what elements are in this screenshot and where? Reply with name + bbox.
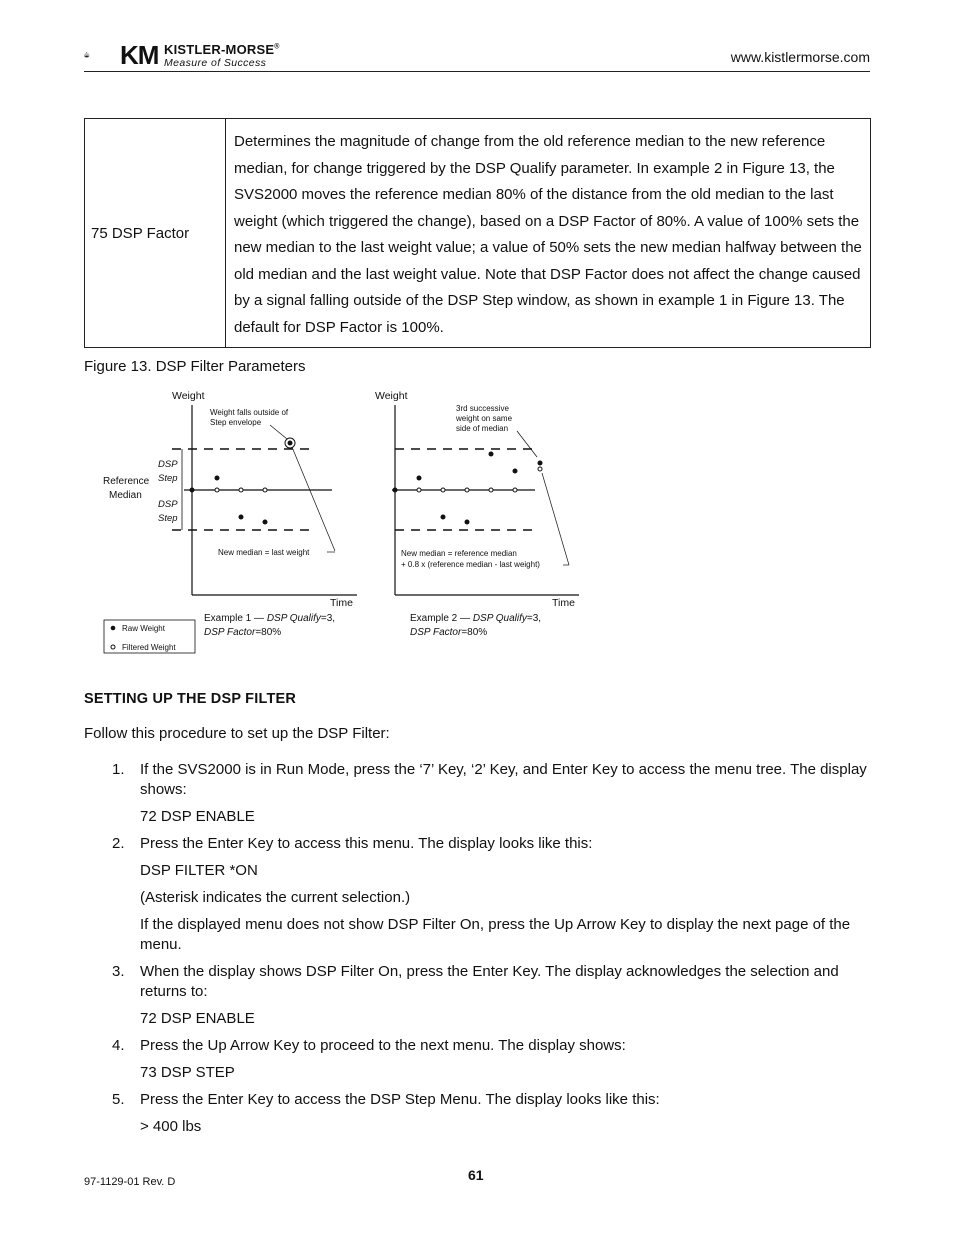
filtered-weight-point	[215, 488, 219, 492]
header-divider	[84, 71, 870, 72]
raw-weight-point	[538, 461, 543, 466]
ex2-weight-label: Weight	[375, 390, 408, 402]
page-number: 61	[468, 1167, 484, 1183]
dsp-label: DSP	[158, 459, 178, 470]
procedure-step	[84, 962, 874, 1029]
step-number: 1.	[112, 761, 125, 778]
filtered-weight-point	[489, 488, 493, 492]
procedure-step	[84, 834, 874, 955]
ex1-caption: DSP Factor=80%	[204, 627, 282, 638]
filtered-weight-point	[513, 488, 517, 492]
ex2-note: 3rd successive	[456, 404, 509, 413]
step-detail: DSP FILTER *ON	[140, 862, 258, 879]
logo-initials: KM	[120, 40, 159, 70]
dsp-label: DSP	[158, 499, 178, 510]
example-2-plot	[375, 390, 579, 638]
procedure-step	[84, 1036, 874, 1083]
parameter-description: Determines the magnitude of change from the old reference median to the new reference median, for change triggered by the DSP Qualify parameter. In example 2 in Figure 13, the SVS2000 moves the reference median 80% of the distance from the old median to the last weight (which triggered the change), based on a DSP Factor of 80%. A value of 100% sets the new median to the last weight value; a value of 50% sets the new median halfway between the old median and the last weight value. Note that DSP Factor does not affect the change caused by a signal falling outside of the DSP Step window, as shown in example 1 in Figure 13. The default for DSP Factor is 100%.	[226, 119, 871, 348]
filtered-weight-point	[538, 467, 542, 471]
procedure-steps	[84, 760, 874, 1144]
step-text: If the SVS2000 is in Run Mode, press the ‘7’ Key, ‘2’ Key, and Enter Key to access the menu tree. The display shows:	[140, 761, 867, 798]
legend-raw-weight: Raw Weight	[122, 624, 165, 633]
step-detail: 72 DSP ENABLE	[140, 808, 255, 825]
step-number: 2.	[112, 835, 125, 852]
procedure-step	[84, 760, 874, 827]
raw-weight-point	[239, 515, 244, 520]
step-detail: (Asterisk indicates the current selection.)	[140, 889, 411, 906]
reference-label: Median	[109, 490, 142, 501]
ex1-caption: Example 1 — DSP Qualify=3,	[204, 613, 336, 624]
ex2-caption: Example 2 — DSP Qualify=3,	[410, 613, 542, 624]
ex2-note: side of median	[456, 424, 509, 433]
ex2-note: weight on same	[456, 414, 513, 423]
ex1-time-label: Time	[330, 597, 353, 609]
raw-weight-point	[441, 515, 446, 520]
example-1-plot	[103, 390, 357, 638]
figure-caption: Figure 13. DSP Filter Parameters	[84, 358, 306, 375]
raw-weight-point	[489, 452, 494, 457]
filtered-weight-point	[239, 488, 243, 492]
kistler-morse-logo-emblem	[84, 38, 120, 72]
parameter-name: 75 DSP Factor	[85, 119, 226, 348]
step-number: 4.	[112, 1037, 125, 1054]
section-title: SETTING UP THE DSP FILTER	[84, 691, 297, 707]
step-text: Press the Enter Key to access the DSP Step Menu. The display looks like this:	[140, 1091, 660, 1108]
step-number: 3.	[112, 963, 125, 980]
figure-legend	[104, 620, 195, 653]
step-text: Press the Enter Key to access this menu. The display looks like this:	[140, 835, 593, 852]
table-row	[85, 119, 871, 348]
section-intro: Follow this procedure to set up the DSP Filter:	[84, 725, 390, 742]
step-detail: If the displayed menu does not show DSP Filter On, press the Up Arrow Key to display the next page of the menu.	[140, 916, 851, 953]
website-link[interactable]: www.kistlermorse.com	[730, 49, 870, 65]
step-label: Step	[158, 513, 178, 524]
raw-weight-point	[263, 520, 268, 525]
step-text: When the display shows DSP Filter On, press the Enter Key. The display acknowledges the selection and returns to:	[140, 963, 839, 1000]
step-detail: > 400 lbs	[140, 1118, 202, 1135]
filtered-weight-point	[263, 488, 267, 492]
ex1-note: Step envelope	[210, 418, 262, 427]
logo-company-name: KISTLER-MORSE®	[164, 42, 280, 57]
dsp-filter-diagram	[95, 385, 595, 660]
ex2-time-label: Time	[552, 597, 575, 609]
filtered-weight-point	[441, 488, 445, 492]
raw-weight-point	[393, 488, 398, 493]
step-label: Step	[158, 473, 178, 484]
filtered-weight-point	[465, 488, 469, 492]
raw-weight-point	[288, 441, 293, 446]
raw-weight-point	[417, 476, 422, 481]
filtered-weight-point	[417, 488, 421, 492]
step-detail: 72 DSP ENABLE	[140, 1010, 255, 1027]
ex1-median-note: New median = last weight	[218, 548, 310, 557]
raw-weight-point	[465, 520, 470, 525]
ex2-median-note: + 0.8 x (reference median - last weight)	[401, 560, 540, 569]
parameter-table	[84, 118, 871, 348]
raw-weight-point	[513, 469, 518, 474]
step-text: Press the Up Arrow Key to proceed to the next menu. The display shows:	[140, 1037, 626, 1054]
legend-filtered-weight: Filtered Weight	[122, 643, 176, 652]
raw-weight-point	[190, 488, 195, 493]
reference-label: Reference	[103, 476, 150, 487]
logo-tagline: Measure of Success	[164, 57, 267, 69]
ex2-median-note: New median = reference median	[401, 549, 517, 558]
step-detail: 73 DSP STEP	[140, 1064, 235, 1081]
document-number: 97-1129-01 Rev. D	[84, 1176, 176, 1188]
procedure-step	[84, 1090, 874, 1137]
ex1-weight-label: Weight	[172, 390, 205, 402]
step-number: 5.	[112, 1091, 125, 1108]
ex1-note: Weight falls outside of	[210, 408, 289, 417]
raw-weight-point	[215, 476, 220, 481]
ex2-caption: DSP Factor=80%	[410, 627, 488, 638]
